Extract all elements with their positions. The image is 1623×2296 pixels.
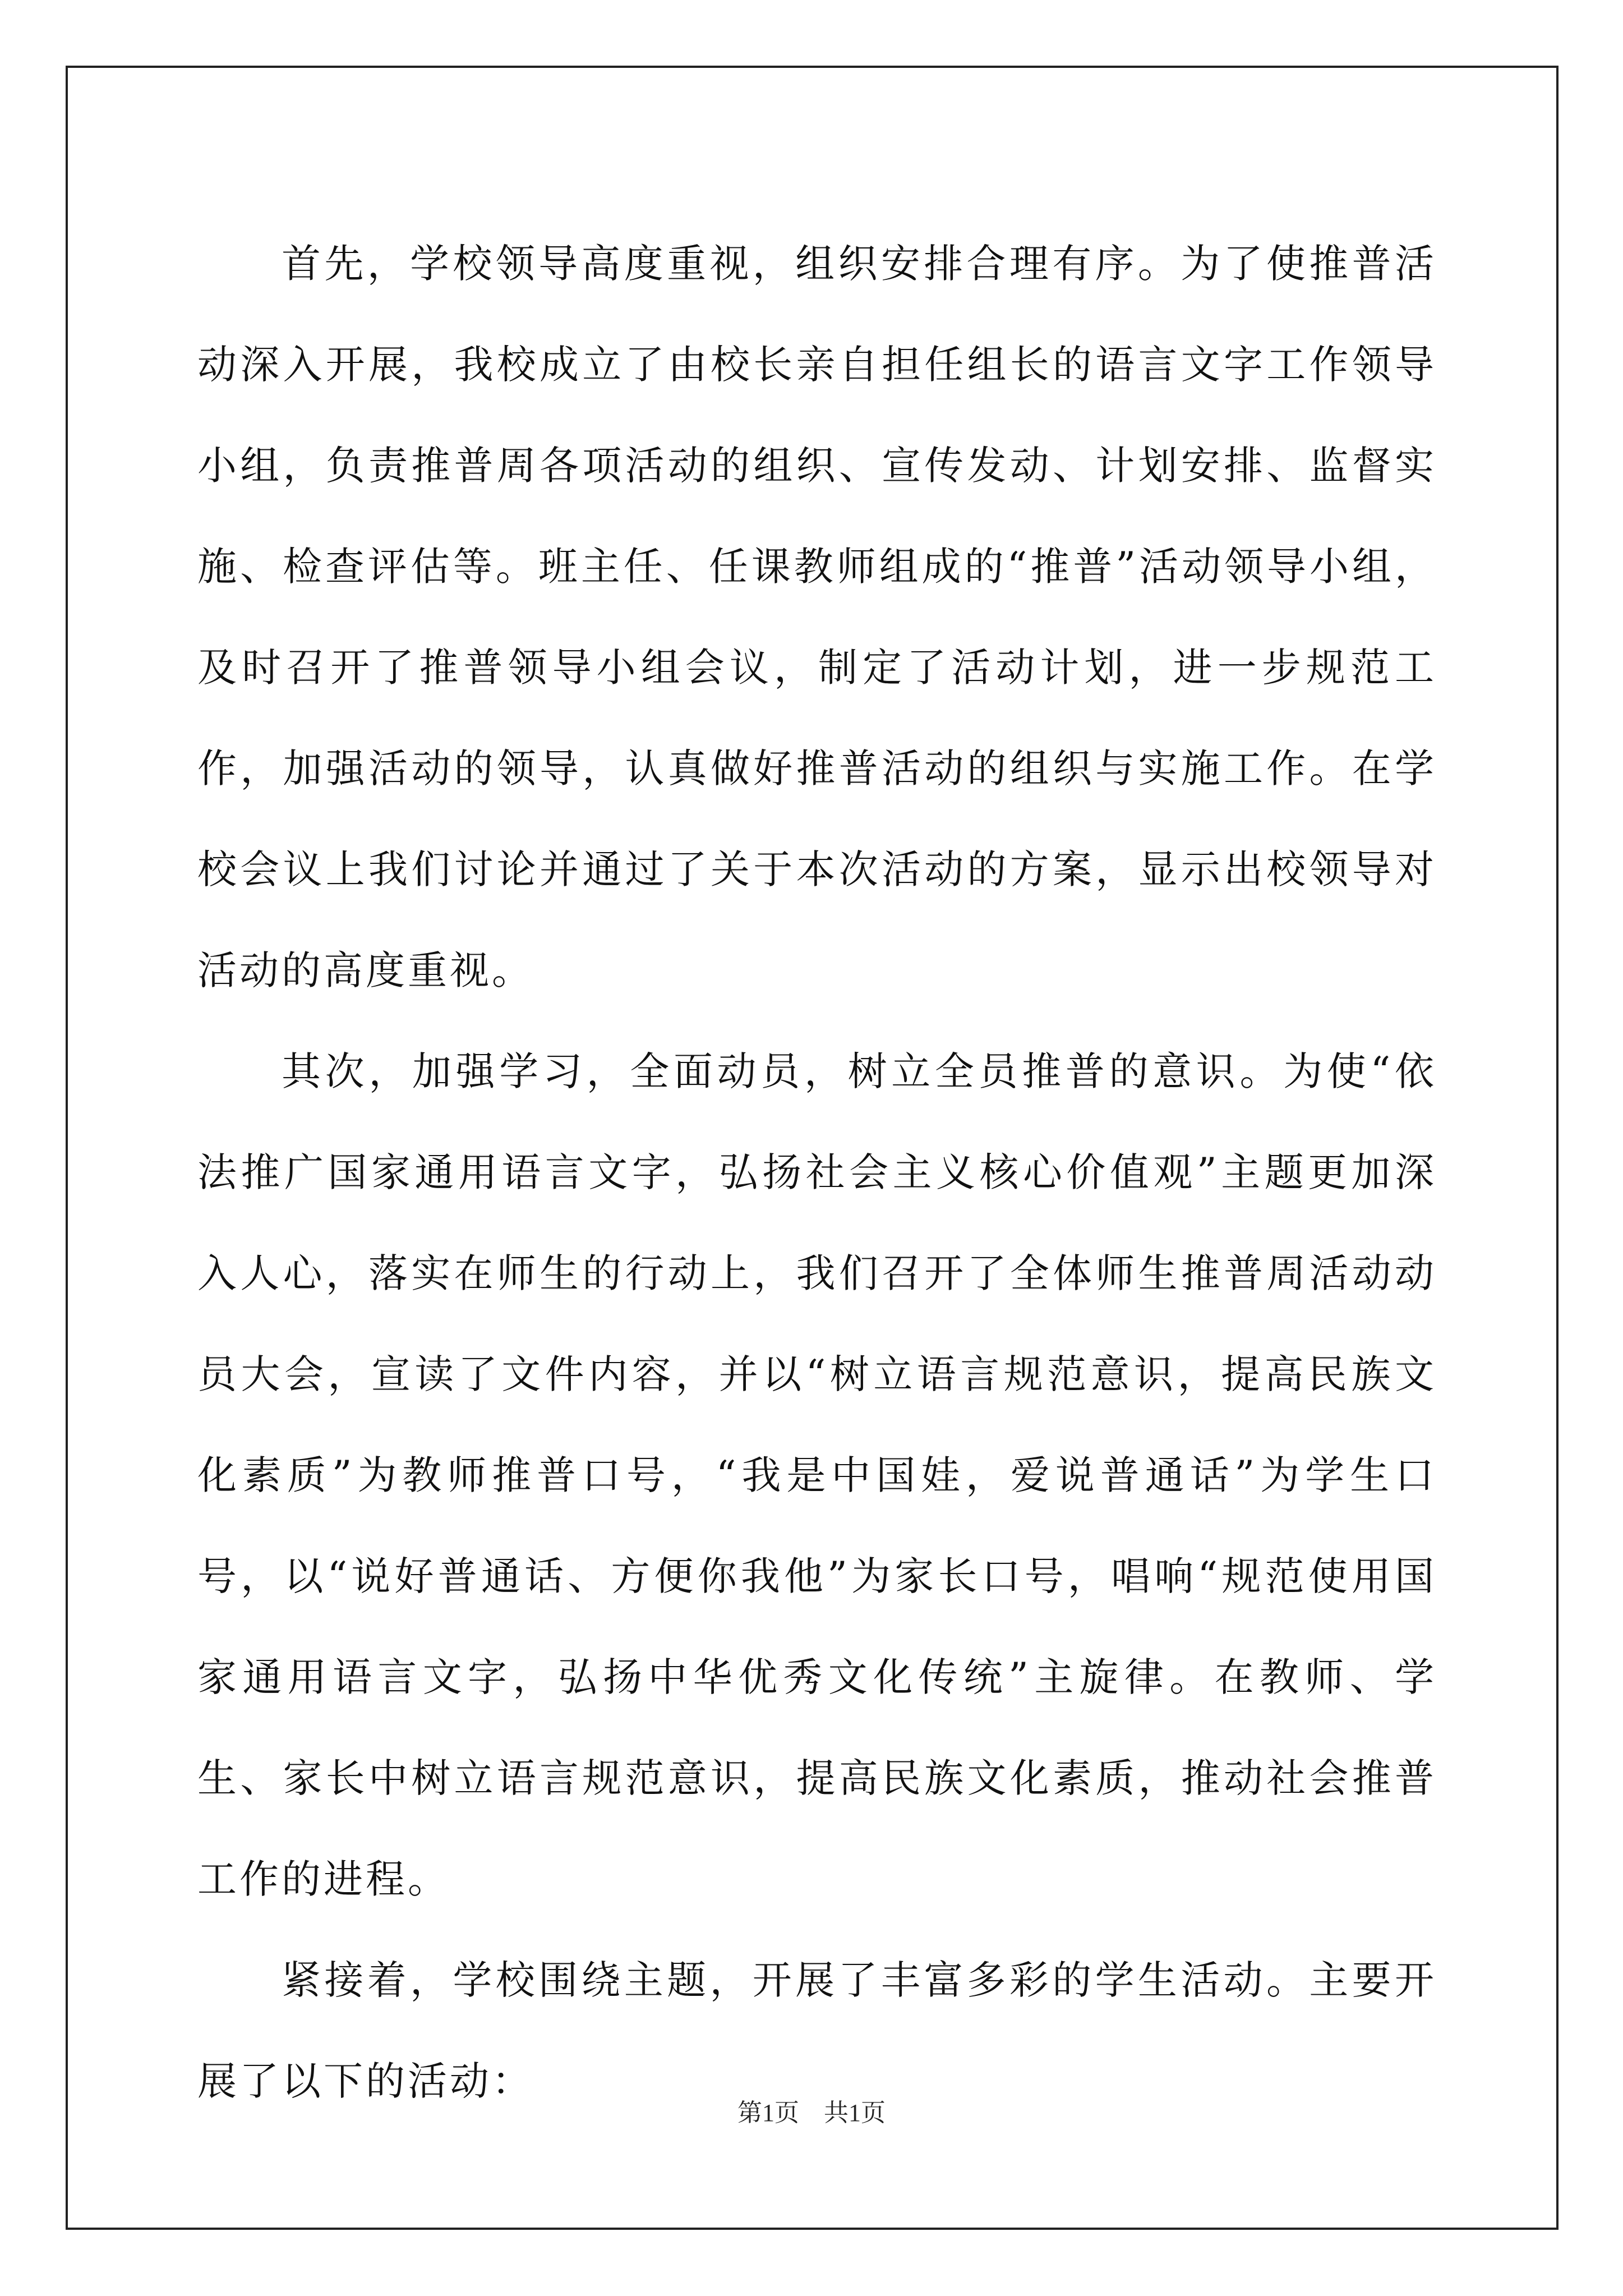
document-body [197,213,1437,2132]
paragraph-3: 紧接着，学校围绕主题，开展了丰富多彩的学生活动。主要开展了以下的活动： [197,1957,1437,2104]
paragraph-2: 其次，加强学习，全面动员，树立全员推普的意识。为使“依法推广国家通用语言文字，弘扬社会主义核心价值观”主题更加深入人心，落实在师生的行动上，我们召开了全体师生推普周活动动员大会，宣读了文件内容，并以“树立语言规范意识，提高民族文化素质”为教师推普口号，“我是中国娃，爱说普通话”为学生口号，以“说好普通话、方便你我他”为家长口号，唱响“规范使用国家通用语言文字，弘扬中华优秀文化传统”主旋律。在教师、学生、家长中树立语言规范意识，提高民族文化素质，推动社会推普工作的进程。 [197,1048,1437,1902]
page-footer: 第1页 共1页 [737,2099,886,2127]
paragraph-1: 首先，学校领导高度重视，组织安排合理有序。为了使推普活动深入开展，我校成立了由校长亲自担任组长的语言文字工作领导小组，负责推普周各项活动的组织、宣传发动、计划安排、监督实施、检查评估等。班主任、任课教师组成的“推普”活动领导小组，及时召开了推普领导小组会议，制定了活动计划，进一步规范工作，加强活动的领导，认真做好推普活动的组织与实施工作。在学校会议上我们讨论并通过了关于本次活动的方案，显示出校领导对活动的高度重视。 [197,241,1437,993]
